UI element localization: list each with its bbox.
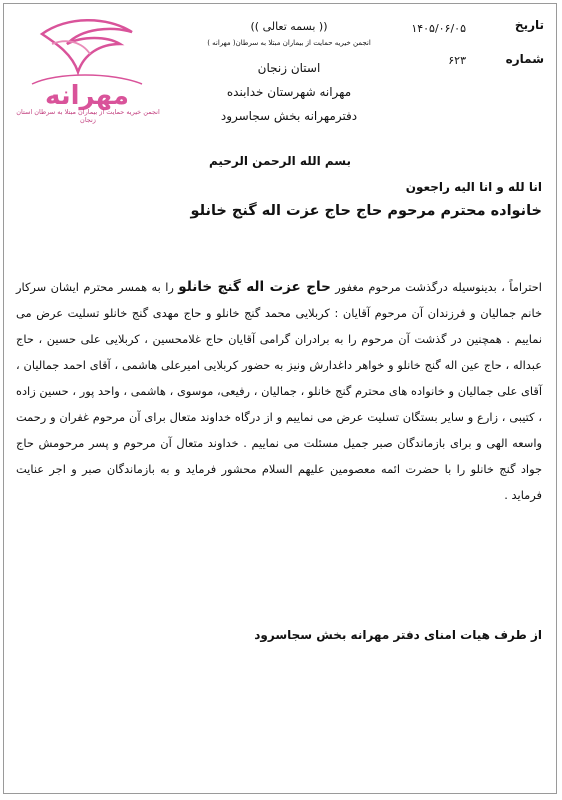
letter-page <box>3 3 557 794</box>
province: استان زنجان <box>257 61 321 75</box>
number-value: ۶۲۳ <box>448 54 466 67</box>
bismillah-top: (( بسمه تعالی )) <box>250 20 328 33</box>
body-text: را به همسر محترم ایشان سرکار خانم جمالیان و فرزندان آن مرحوم آقایان : کربلایی محمد گنج خانلو و حاج مهدی گنج خانلو تسلیت عرض می نماییم . همچنین در گذشت آن مرحوم را به برادران گرامی آقایان حاج غلامحسین ، کربلایی علی حسین ، حاج عبداله ، حاج عین اله گنج خانلو و خواهر داغدارش ونیز به حضور کربلایی امیرعلی هاشمی ، آقای احمد جمالیان ، آقای علی جمالیان و خانواده های محترم گنج خانلو ، جمالیان ، رفیعی، موسوی ، هاشمی ، واحد پور ، حسین زاده ، کتیبی ، زارع و سایر بستگان تسلیت عرض می نماییم و از درگاه خداوند متعال برای آن مرحوم غفران و رحمت واسعه الهی و برای بازماندگان صبر جمیل مسئلت می نماییم . خداوند متعال آن مرحوم و پسر مرحومش حاج جواد گنج خانلو را با حضرت ائمه معصومین علیهم السلام محشور فرماید و به بازماندگان صبر و اجر عنایت فرماید . <box>16 280 542 502</box>
letter-header <box>184 20 394 123</box>
inna-lillah: انا لله و انا الیه راجعون <box>405 180 542 194</box>
body-intro: احتراماً ، بدینوسیله درگذشت مرحوم مغفور <box>330 280 542 294</box>
number-label: شماره <box>505 52 544 66</box>
deceased-name: حاج عزت اله گنج خانلو <box>178 279 331 295</box>
city-branch: مهرانه شهرستان خدابنده <box>226 85 352 99</box>
logo-caption: انجمن خیریه حمایت از بیماران مبتلا به سرطان استان زنجان <box>16 108 160 124</box>
date-label: تاریخ <box>514 18 544 32</box>
letter-meta <box>398 18 548 78</box>
organization-name: انجمن خیریه حمایت از بیماران مبتلا به سرطان( مهرانه ) <box>207 39 371 47</box>
signoff: از طرف هیات امنای دفتر مهرانه بخش سجاسرود <box>254 628 542 642</box>
letter-body <box>16 274 542 508</box>
bismillah: بسم الله الرحمن الرحیم <box>208 154 352 168</box>
logo-wordmark: مهرانه <box>45 81 129 111</box>
office-name: دفترمهرانه بخش سجاسرود <box>220 109 358 123</box>
date-value: ۱۴۰۵/۰۶/۰۵ <box>411 22 466 35</box>
addressee: خانواده محترم مرحوم حاج حاج عزت اله گنج خانلو <box>190 203 542 219</box>
